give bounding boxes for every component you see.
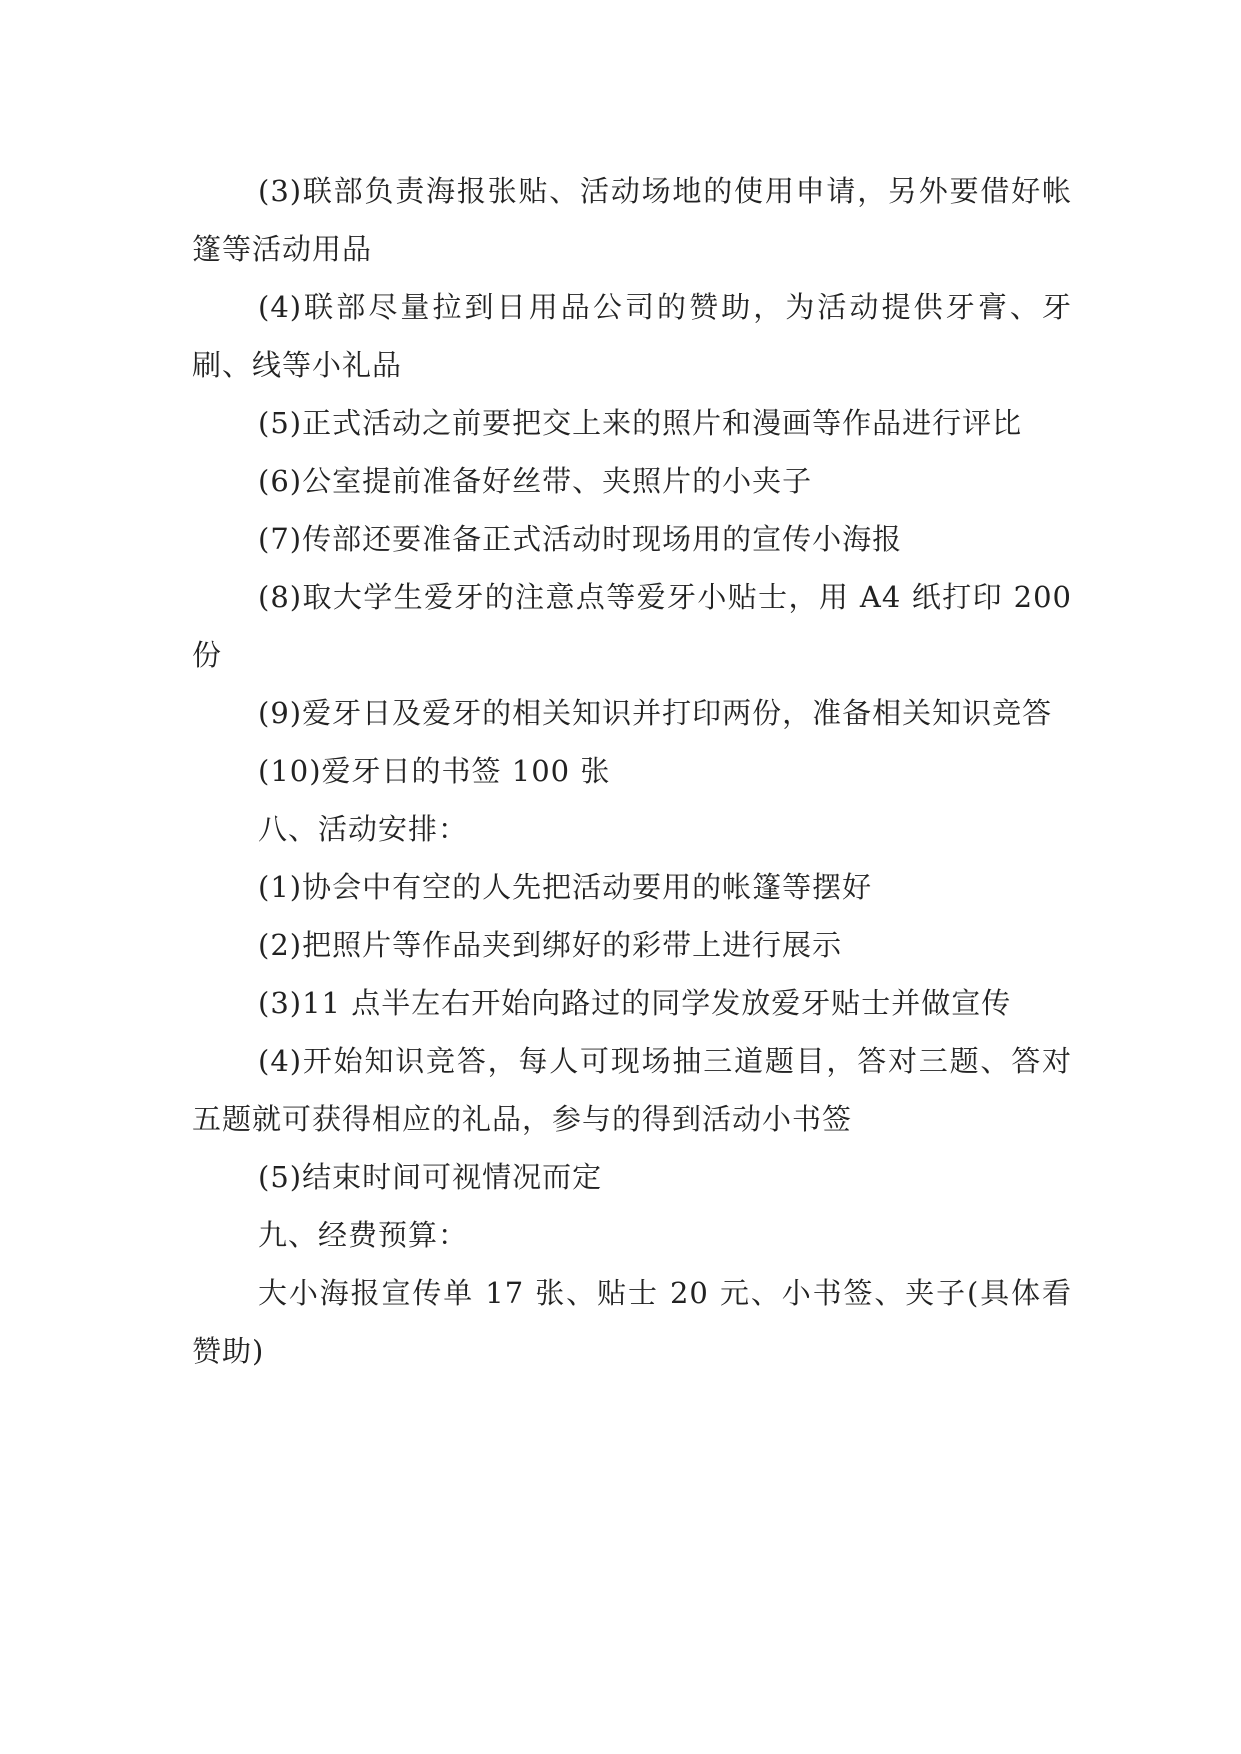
paragraph-task-4-sponsorship: (4)联部尽量拉到日用品公司的赞助，为活动提供牙膏、牙刷、线等小礼品: [192, 290, 1072, 382]
section-heading-activity-schedule: 八、活动安排：: [258, 812, 469, 846]
paragraph-task-3-posters: (3)联部负责海报张贴、活动场地的使用申请，另外要借好帐篷等活动用品: [192, 174, 1072, 266]
paragraph-schedule-1-tents: (1)协会中有空的人先把活动要用的帐篷等摆好: [258, 870, 873, 904]
paragraph-task-8-tips: (8)取大学生爱牙的注意点等爱牙小贴士，用 A4 纸打印 200 份: [192, 580, 1072, 672]
paragraph-task-5-judging: (5)正式活动之前要把交上来的照片和漫画等作品进行评比: [258, 406, 1023, 440]
section-heading-budget: 九、经费预算：: [258, 1218, 469, 1252]
paragraph-schedule-3-handout: (3)11 点半左右开始向路过的同学发放爱牙贴士并做宣传: [258, 986, 1012, 1020]
paragraph-schedule-2-display: (2)把照片等作品夹到绑好的彩带上进行展示: [258, 928, 843, 962]
paragraph-task-9-knowledge: (9)爱牙日及爱牙的相关知识并打印两份，准备相关知识竞答: [258, 696, 1053, 730]
paragraph-budget-details: 大小海报宣传单 17 张、贴士 20 元、小书签、夹子(具体看赞助): [192, 1276, 1072, 1368]
paragraph-task-10-bookmarks: (10)爱牙日的书签 100 张: [258, 754, 611, 788]
paragraph-task-6-ribbons: (6)公室提前准备好丝带、夹照片的小夹子: [258, 464, 813, 498]
paragraph-task-7-small-posters: (7)传部还要准备正式活动时现场用的宣传小海报: [258, 522, 903, 556]
document-body: [192, 162, 1072, 1380]
paragraph-schedule-4-quiz: (4)开始知识竞答，每人可现场抽三道题目，答对三题、答对五题就可获得相应的礼品，参与的得到活动小书签: [192, 1044, 1072, 1136]
paragraph-schedule-5-end: (5)结束时间可视情况而定: [258, 1160, 603, 1194]
